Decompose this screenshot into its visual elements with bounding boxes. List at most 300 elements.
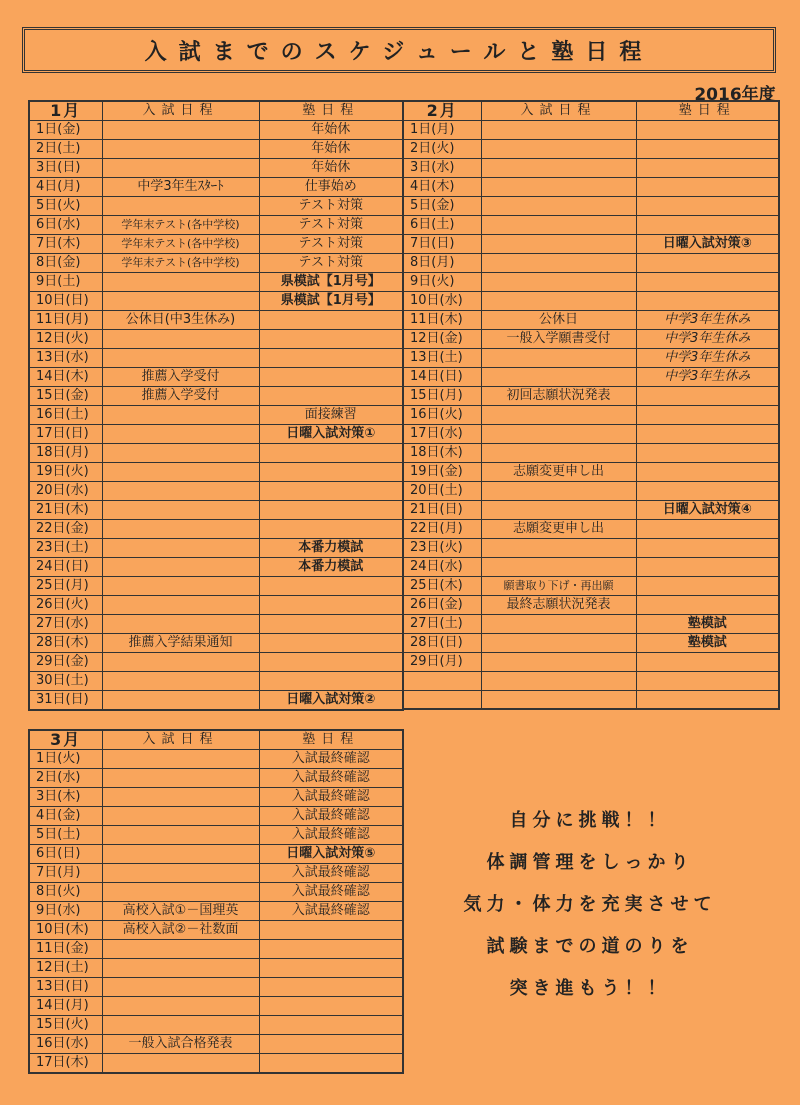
- exam-event-cell: [102, 826, 259, 845]
- date-cell: [403, 690, 481, 709]
- table-row: [29, 368, 403, 387]
- table-row: [403, 292, 779, 311]
- juku-event-cell: [259, 520, 403, 539]
- date-cell: 27日(水): [29, 615, 102, 634]
- juku-event-cell: 入試最終確認: [259, 807, 403, 826]
- exam-event-cell: 推薦入学受付: [102, 368, 259, 387]
- exam-event-cell: [102, 292, 259, 311]
- juku-event-cell: [259, 349, 403, 368]
- juku-event-cell: [636, 121, 779, 140]
- exam-event-cell: [481, 444, 636, 463]
- exam-event-cell: [481, 425, 636, 444]
- juku-event-cell: テスト対策: [259, 216, 403, 235]
- date-cell: [403, 672, 481, 691]
- table-row: [29, 311, 403, 330]
- juku-event-cell: [636, 672, 779, 691]
- exam-event-cell: [481, 235, 636, 254]
- table-row: [29, 845, 403, 864]
- table-row: [403, 425, 779, 444]
- juku-event-cell: [636, 539, 779, 558]
- march-table: [28, 729, 404, 1074]
- january-table: [28, 100, 404, 711]
- date-cell: 6日(土): [403, 216, 481, 235]
- date-cell: 7日(木): [29, 235, 102, 254]
- date-cell: 21日(日): [403, 501, 481, 520]
- table-row: [29, 406, 403, 425]
- exam-event-cell: [102, 349, 259, 368]
- juku-event-cell: [636, 444, 779, 463]
- exam-event-cell: [102, 883, 259, 902]
- date-cell: 24日(水): [403, 558, 481, 577]
- date-cell: 7日(日): [403, 235, 481, 254]
- table-row: [403, 197, 779, 216]
- juku-event-cell: [259, 978, 403, 997]
- date-cell: 1日(金): [29, 121, 102, 140]
- exam-event-cell: 一般入学願書受付: [481, 330, 636, 349]
- exam-event-cell: [102, 845, 259, 864]
- exam-schedule-header: 入試日程: [102, 730, 259, 750]
- juku-event-cell: [259, 997, 403, 1016]
- juku-event-cell: [636, 690, 779, 709]
- juku-event-cell: [636, 159, 779, 178]
- exam-event-cell: [102, 577, 259, 596]
- table-row: [403, 140, 779, 159]
- exam-event-cell: [481, 178, 636, 197]
- table-row: [29, 826, 403, 845]
- date-cell: 17日(木): [29, 1054, 102, 1074]
- juku-event-cell: 県模試【1月号】: [259, 273, 403, 292]
- table-row: [29, 330, 403, 349]
- exam-event-cell: [481, 501, 636, 520]
- table-row: [29, 235, 403, 254]
- exam-event-cell: [102, 769, 259, 788]
- date-cell: 2日(土): [29, 140, 102, 159]
- table-row: [403, 653, 779, 672]
- exam-event-cell: [102, 273, 259, 292]
- exam-event-cell: [102, 672, 259, 691]
- exam-event-cell: 願書取り下げ・再出願: [481, 577, 636, 596]
- table-row: [29, 1054, 403, 1074]
- juku-event-cell: [259, 311, 403, 330]
- juku-event-cell: テスト対策: [259, 254, 403, 273]
- date-cell: 4日(金): [29, 807, 102, 826]
- juku-event-cell: [259, 1054, 403, 1074]
- exam-event-cell: [102, 997, 259, 1016]
- exam-event-cell: [102, 425, 259, 444]
- table-row: [403, 539, 779, 558]
- date-cell: 12日(火): [29, 330, 102, 349]
- juku-schedule-header: 塾日程: [259, 730, 403, 750]
- date-cell: 29日(金): [29, 653, 102, 672]
- exam-event-cell: [102, 539, 259, 558]
- juku-event-cell: [636, 140, 779, 159]
- exam-event-cell: [481, 121, 636, 140]
- date-cell: 17日(日): [29, 425, 102, 444]
- juku-event-cell: [259, 463, 403, 482]
- table-row: [29, 1035, 403, 1054]
- exam-event-cell: [481, 690, 636, 709]
- table-row: [29, 178, 403, 197]
- table-row: [403, 368, 779, 387]
- juku-event-cell: [259, 444, 403, 463]
- table-row: [29, 501, 403, 520]
- exam-event-cell: [102, 864, 259, 883]
- date-cell: 16日(水): [29, 1035, 102, 1054]
- exam-event-cell: [102, 1016, 259, 1035]
- exam-event-cell: 高校入試①－国理英: [102, 902, 259, 921]
- juku-event-cell: [259, 501, 403, 520]
- month-header: 1月: [29, 101, 102, 121]
- juku-event-cell: 本番力模試: [259, 558, 403, 577]
- date-cell: 15日(金): [29, 387, 102, 406]
- juku-event-cell: [636, 520, 779, 539]
- date-cell: 2日(火): [403, 140, 481, 159]
- exam-event-cell: [481, 539, 636, 558]
- date-cell: 11日(月): [29, 311, 102, 330]
- exam-event-cell: [102, 463, 259, 482]
- juku-event-cell: [259, 672, 403, 691]
- date-cell: 27日(土): [403, 615, 481, 634]
- juku-event-cell: 入試最終確認: [259, 788, 403, 807]
- table-row: [29, 769, 403, 788]
- exam-event-cell: [481, 672, 636, 691]
- exam-event-cell: [102, 596, 259, 615]
- juku-event-cell: 入試最終確認: [259, 864, 403, 883]
- date-cell: 7日(月): [29, 864, 102, 883]
- exam-event-cell: 一般入試合格発表: [102, 1035, 259, 1054]
- table-row: [29, 159, 403, 178]
- date-cell: 18日(木): [403, 444, 481, 463]
- table-row: [29, 997, 403, 1016]
- date-cell: 15日(月): [403, 387, 481, 406]
- date-cell: 21日(木): [29, 501, 102, 520]
- table-row: [29, 750, 403, 769]
- exam-event-cell: [481, 254, 636, 273]
- table-row: [403, 406, 779, 425]
- juku-event-cell: 日曜入試対策④: [636, 501, 779, 520]
- table-row: [403, 273, 779, 292]
- page-title: 入試までのスケジュールと塾日程: [22, 27, 776, 73]
- table-row: [29, 940, 403, 959]
- exam-event-cell: 学年末テスト(各中学校): [102, 216, 259, 235]
- table-row: [29, 539, 403, 558]
- exam-event-cell: [102, 444, 259, 463]
- table-row: [29, 197, 403, 216]
- juku-event-cell: 中学3年生休み: [636, 368, 779, 387]
- date-cell: 12日(土): [29, 959, 102, 978]
- date-cell: 20日(土): [403, 482, 481, 501]
- juku-event-cell: [259, 596, 403, 615]
- table-row: [29, 577, 403, 596]
- date-cell: 19日(火): [29, 463, 102, 482]
- table-row: [29, 482, 403, 501]
- juku-event-cell: 塾模試: [636, 634, 779, 653]
- juku-event-cell: [636, 482, 779, 501]
- exam-event-cell: [102, 940, 259, 959]
- date-cell: 11日(木): [403, 311, 481, 330]
- juku-event-cell: [259, 959, 403, 978]
- date-cell: 5日(火): [29, 197, 102, 216]
- date-cell: 17日(水): [403, 425, 481, 444]
- juku-event-cell: 入試最終確認: [259, 769, 403, 788]
- exam-event-cell: [481, 292, 636, 311]
- date-cell: 28日(木): [29, 634, 102, 653]
- table-row: [29, 864, 403, 883]
- juku-event-cell: [259, 387, 403, 406]
- table-row: [403, 501, 779, 520]
- table-row: [29, 1016, 403, 1035]
- juku-event-cell: 中学3年生休み: [636, 349, 779, 368]
- exam-event-cell: [102, 520, 259, 539]
- table-row: [29, 387, 403, 406]
- juku-schedule-header: 塾日程: [636, 101, 779, 121]
- date-cell: 26日(金): [403, 596, 481, 615]
- juku-event-cell: 仕事始め: [259, 178, 403, 197]
- exam-event-cell: [102, 406, 259, 425]
- date-cell: 20日(水): [29, 482, 102, 501]
- date-cell: 10日(日): [29, 292, 102, 311]
- date-cell: 28日(日): [403, 634, 481, 653]
- date-cell: 16日(土): [29, 406, 102, 425]
- motto-line: 突き進もう！！: [509, 978, 671, 999]
- juku-event-cell: テスト対策: [259, 235, 403, 254]
- table-row: [403, 672, 779, 691]
- exam-event-cell: 高校入試②－社数面: [102, 921, 259, 940]
- juku-event-cell: 入試最終確認: [259, 826, 403, 845]
- juku-event-cell: [259, 1035, 403, 1054]
- exam-event-cell: [102, 159, 259, 178]
- date-cell: 14日(日): [403, 368, 481, 387]
- motto-block: [402, 800, 778, 1010]
- table-row: [403, 311, 779, 330]
- exam-event-cell: [102, 959, 259, 978]
- table-row: [403, 349, 779, 368]
- juku-event-cell: [259, 940, 403, 959]
- table-row: [29, 216, 403, 235]
- juku-event-cell: [636, 178, 779, 197]
- juku-event-cell: 入試最終確認: [259, 902, 403, 921]
- table-row: [403, 558, 779, 577]
- exam-event-cell: [481, 653, 636, 672]
- juku-event-cell: 年始休: [259, 159, 403, 178]
- exam-event-cell: [481, 159, 636, 178]
- date-cell: 10日(水): [403, 292, 481, 311]
- exam-event-cell: 志願変更申し出: [481, 463, 636, 482]
- exam-event-cell: [102, 691, 259, 711]
- table-row: [29, 672, 403, 691]
- exam-event-cell: 志願変更申し出: [481, 520, 636, 539]
- table-row: [403, 330, 779, 349]
- month-header: 2月: [403, 101, 481, 121]
- month-header: 3月: [29, 730, 102, 750]
- juku-event-cell: [259, 653, 403, 672]
- juku-event-cell: [259, 482, 403, 501]
- juku-event-cell: 中学3年生休み: [636, 330, 779, 349]
- date-cell: 23日(土): [29, 539, 102, 558]
- table-row: [29, 921, 403, 940]
- date-cell: 29日(月): [403, 653, 481, 672]
- juku-event-cell: [636, 558, 779, 577]
- juku-event-cell: 入試最終確認: [259, 750, 403, 769]
- table-row: [29, 883, 403, 902]
- juku-event-cell: [636, 216, 779, 235]
- table-row: [29, 558, 403, 577]
- juku-event-cell: [259, 577, 403, 596]
- exam-event-cell: [102, 501, 259, 520]
- exam-event-cell: [102, 788, 259, 807]
- juku-event-cell: [259, 1016, 403, 1035]
- date-cell: 25日(月): [29, 577, 102, 596]
- table-row: [29, 959, 403, 978]
- table-row: [403, 444, 779, 463]
- table-row: [29, 121, 403, 140]
- motto-line: 試験までの道のりを: [486, 936, 694, 957]
- date-cell: 14日(木): [29, 368, 102, 387]
- juku-event-cell: 年始休: [259, 140, 403, 159]
- date-cell: 18日(月): [29, 444, 102, 463]
- exam-event-cell: [481, 140, 636, 159]
- table-row: [29, 978, 403, 997]
- exam-event-cell: [102, 750, 259, 769]
- exam-event-cell: [481, 216, 636, 235]
- date-cell: 10日(木): [29, 921, 102, 940]
- date-cell: 9日(水): [29, 902, 102, 921]
- february-table: [402, 100, 780, 710]
- exam-event-cell: 学年末テスト(各中学校): [102, 254, 259, 273]
- exam-schedule-header: 入試日程: [481, 101, 636, 121]
- date-cell: 19日(金): [403, 463, 481, 482]
- juku-event-cell: 塾模試: [636, 615, 779, 634]
- table-row: [29, 463, 403, 482]
- juku-event-cell: [636, 273, 779, 292]
- table-row: [29, 788, 403, 807]
- date-cell: 1日(火): [29, 750, 102, 769]
- juku-event-cell: 県模試【1月号】: [259, 292, 403, 311]
- table-row: [403, 387, 779, 406]
- exam-event-cell: [102, 1054, 259, 1074]
- juku-event-cell: [636, 463, 779, 482]
- date-cell: 15日(火): [29, 1016, 102, 1035]
- exam-event-cell: 初回志願状況発表: [481, 387, 636, 406]
- juku-event-cell: [636, 577, 779, 596]
- exam-event-cell: 公休日(中3生休み): [102, 311, 259, 330]
- date-cell: 13日(日): [29, 978, 102, 997]
- juku-event-cell: 日曜入試対策③: [636, 235, 779, 254]
- date-cell: 26日(火): [29, 596, 102, 615]
- date-cell: 24日(日): [29, 558, 102, 577]
- motto-line: 自分に挑戦！！: [509, 810, 671, 831]
- table-row: [29, 807, 403, 826]
- table-row: [29, 520, 403, 539]
- table-row: [29, 254, 403, 273]
- table-row: [403, 482, 779, 501]
- exam-schedule-header: 入試日程: [102, 101, 259, 121]
- table-row: [403, 235, 779, 254]
- date-cell: 14日(月): [29, 997, 102, 1016]
- table-row: [403, 634, 779, 653]
- exam-event-cell: [481, 634, 636, 653]
- juku-event-cell: [259, 368, 403, 387]
- date-cell: 31日(日): [29, 691, 102, 711]
- exam-event-cell: [481, 558, 636, 577]
- exam-event-cell: [102, 330, 259, 349]
- table-row: [29, 425, 403, 444]
- date-cell: 4日(木): [403, 178, 481, 197]
- exam-event-cell: [102, 558, 259, 577]
- juku-event-cell: [636, 387, 779, 406]
- exam-event-cell: 学年末テスト(各中学校): [102, 235, 259, 254]
- exam-event-cell: [102, 807, 259, 826]
- juku-event-cell: 入試最終確認: [259, 883, 403, 902]
- table-row: [29, 596, 403, 615]
- date-cell: 6日(水): [29, 216, 102, 235]
- date-cell: 5日(金): [403, 197, 481, 216]
- date-cell: 8日(金): [29, 254, 102, 273]
- exam-event-cell: 公休日: [481, 311, 636, 330]
- juku-event-cell: [636, 197, 779, 216]
- date-cell: 9日(土): [29, 273, 102, 292]
- exam-event-cell: [481, 615, 636, 634]
- date-cell: 30日(土): [29, 672, 102, 691]
- table-row: [403, 615, 779, 634]
- juku-event-cell: [636, 596, 779, 615]
- juku-schedule-header: 塾日程: [259, 101, 403, 121]
- date-cell: 22日(金): [29, 520, 102, 539]
- exam-event-cell: [481, 197, 636, 216]
- exam-event-cell: [102, 197, 259, 216]
- date-cell: 2日(水): [29, 769, 102, 788]
- exam-event-cell: 最終志願状況発表: [481, 596, 636, 615]
- motto-line: 気力・体力を充実させて: [463, 894, 717, 915]
- juku-event-cell: [259, 330, 403, 349]
- juku-event-cell: [636, 292, 779, 311]
- table-row: [403, 159, 779, 178]
- exam-event-cell: [481, 406, 636, 425]
- table-row: [29, 615, 403, 634]
- date-cell: 6日(日): [29, 845, 102, 864]
- exam-event-cell: [481, 482, 636, 501]
- table-row: [29, 634, 403, 653]
- exam-event-cell: [102, 121, 259, 140]
- table-row: [403, 577, 779, 596]
- date-cell: 3日(水): [403, 159, 481, 178]
- table-row: [403, 178, 779, 197]
- exam-event-cell: 推薦入学結果通知: [102, 634, 259, 653]
- juku-event-cell: [636, 425, 779, 444]
- juku-event-cell: 年始休: [259, 121, 403, 140]
- date-cell: 13日(土): [403, 349, 481, 368]
- date-cell: 12日(金): [403, 330, 481, 349]
- juku-event-cell: 日曜入試対策⑤: [259, 845, 403, 864]
- juku-event-cell: テスト対策: [259, 197, 403, 216]
- table-row: [29, 691, 403, 711]
- table-row: [403, 520, 779, 539]
- juku-event-cell: [636, 254, 779, 273]
- juku-event-cell: [259, 634, 403, 653]
- table-row: [29, 273, 403, 292]
- table-row: [403, 121, 779, 140]
- date-cell: 22日(月): [403, 520, 481, 539]
- exam-event-cell: [102, 978, 259, 997]
- juku-event-cell: [259, 615, 403, 634]
- school-year: 2016年度: [694, 85, 776, 105]
- juku-event-cell: [636, 406, 779, 425]
- exam-event-cell: [102, 615, 259, 634]
- date-cell: 8日(月): [403, 254, 481, 273]
- date-cell: 1日(月): [403, 121, 481, 140]
- exam-event-cell: 推薦入学受付: [102, 387, 259, 406]
- date-cell: 8日(火): [29, 883, 102, 902]
